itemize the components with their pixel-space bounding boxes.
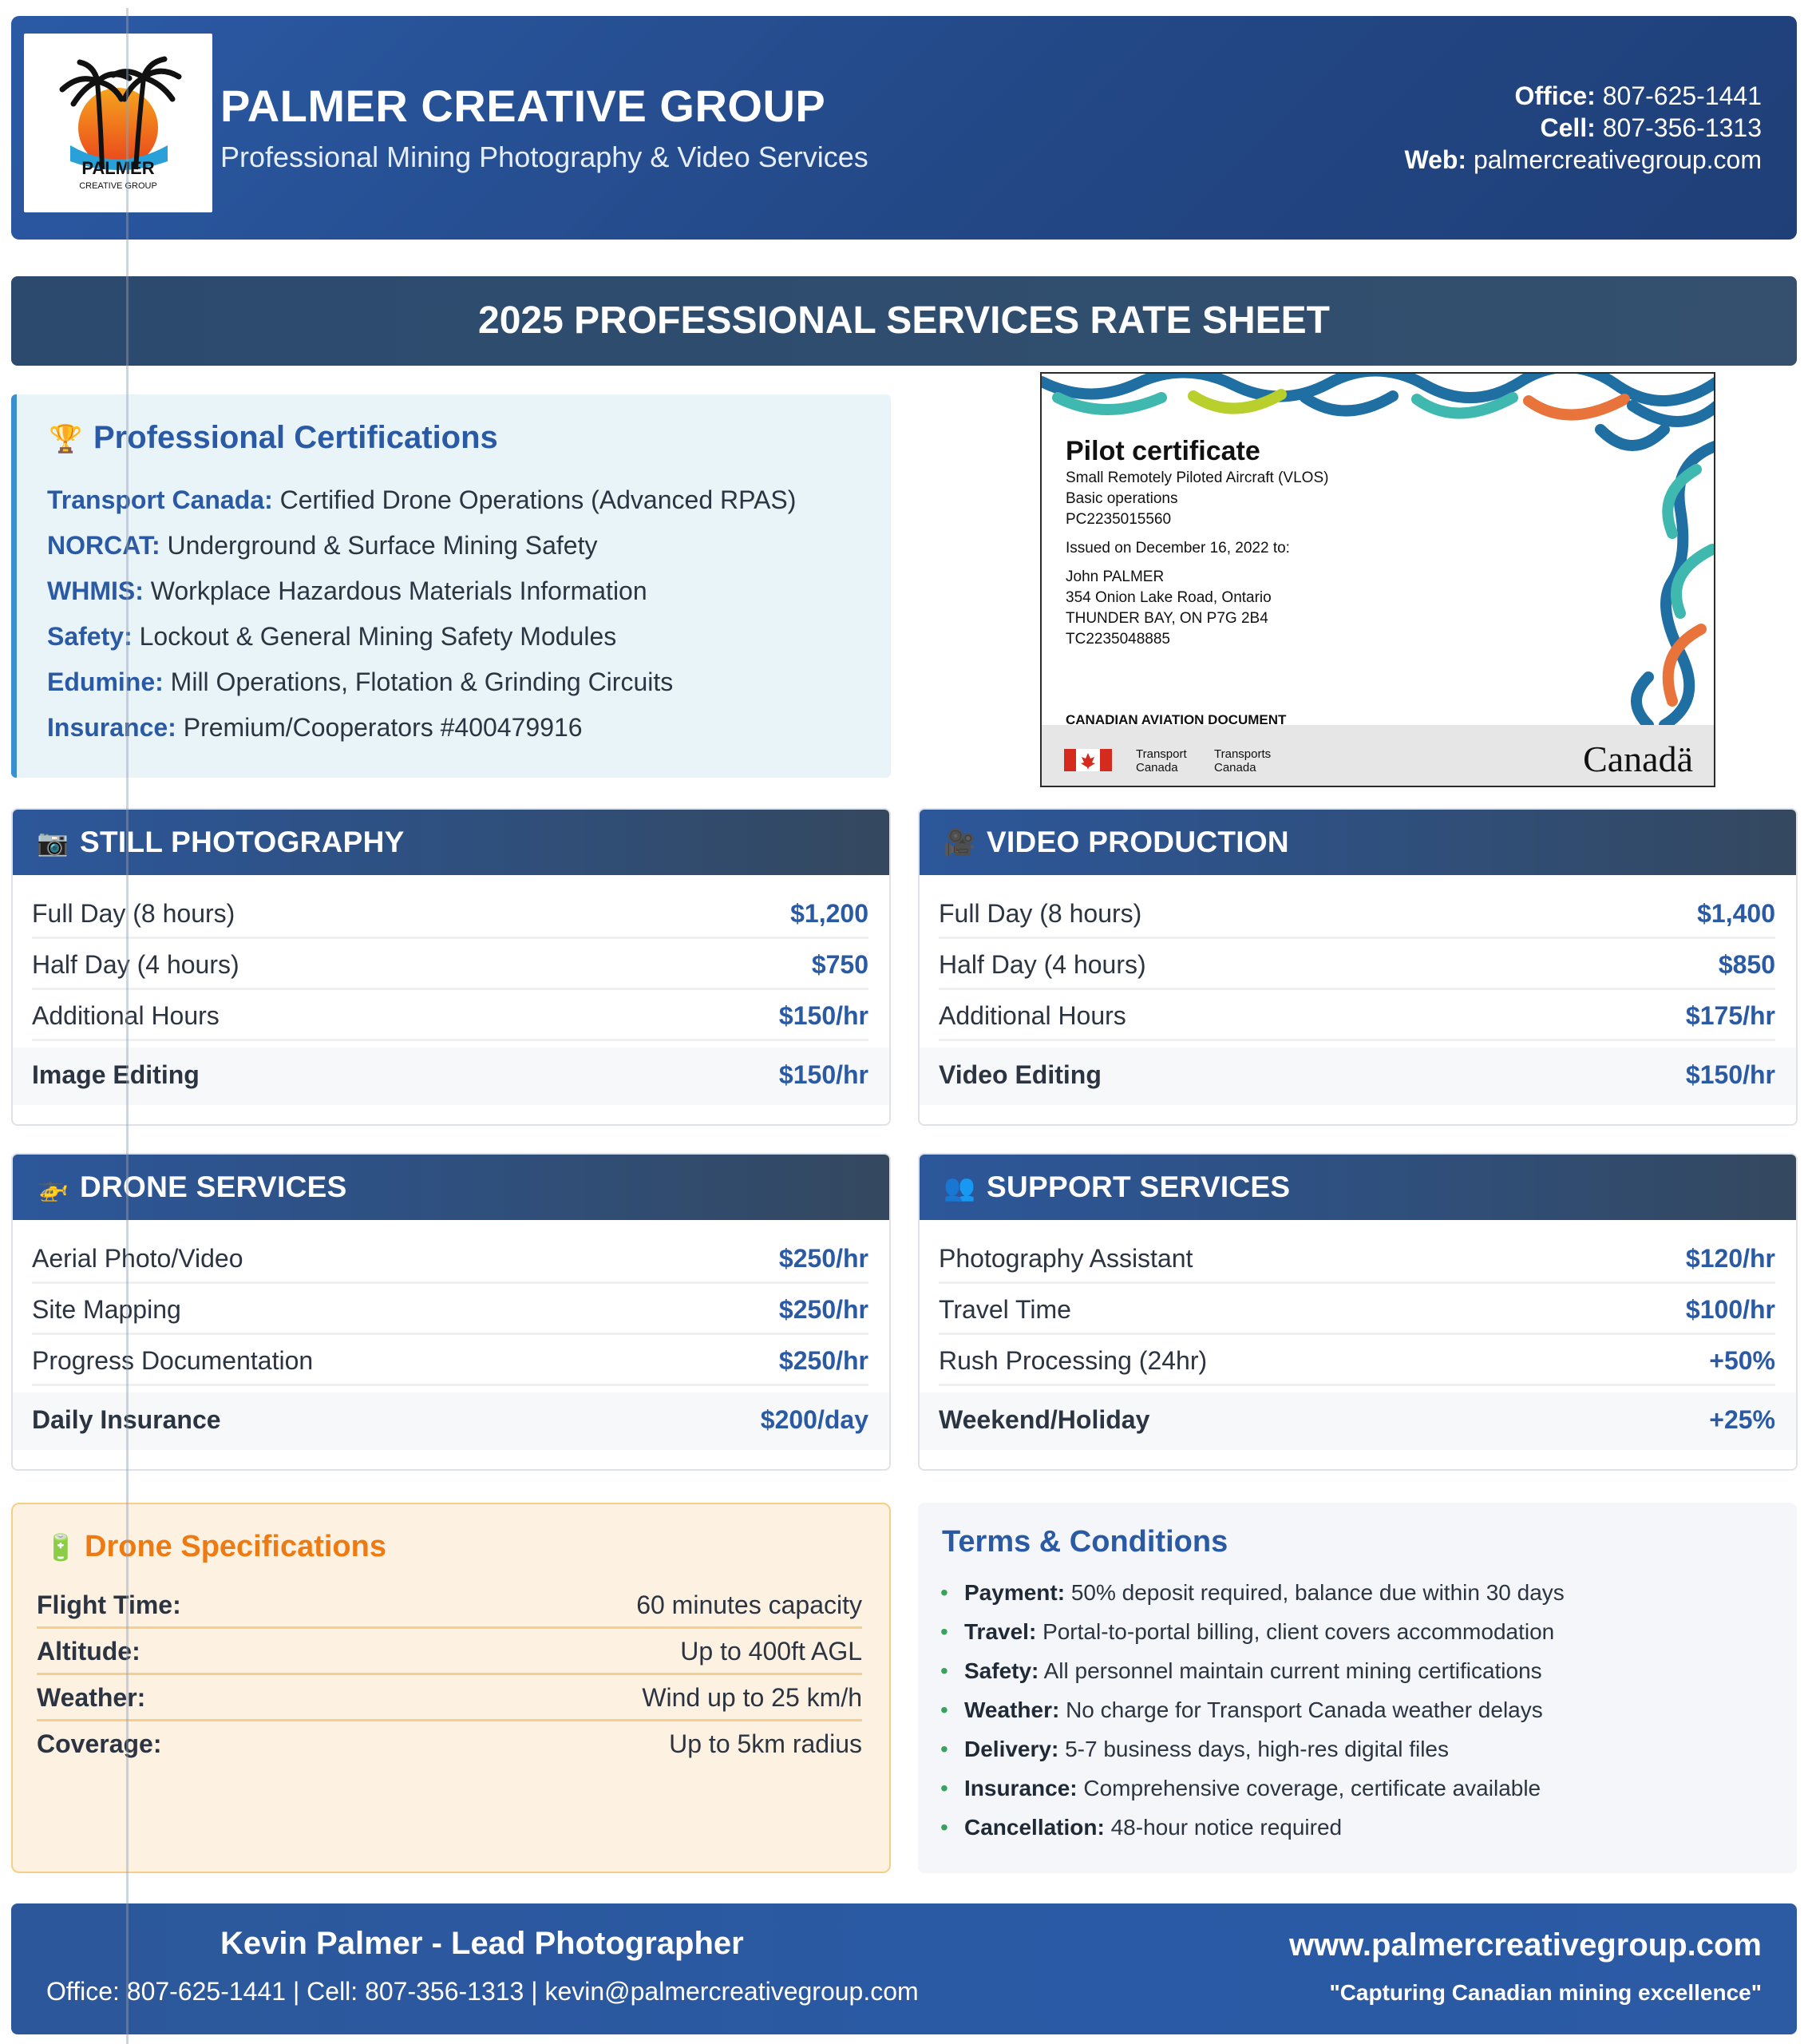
term-label: Payment: [964, 1580, 1066, 1605]
cert-label: WHMIS: [47, 576, 144, 605]
term-text: No charge for Transport Canada weather delays [1066, 1697, 1543, 1722]
certificate-holder-name: John PALMER [1066, 568, 1165, 585]
specs-heading-text: Drone Specifications [85, 1530, 386, 1563]
rate-row [32, 1285, 868, 1335]
web-address[interactable]: palmercreativegroup.com [1473, 145, 1762, 174]
support-services-card [918, 1153, 1798, 1471]
rate-label: Full Day (8 hours) [939, 899, 1142, 928]
card-title: VIDEO PRODUCTION [987, 826, 1289, 858]
rate-row [32, 889, 868, 939]
rate-row [939, 1285, 1775, 1335]
spec-value: Up to 5km radius [669, 1729, 862, 1758]
rate-label: Site Mapping [32, 1295, 181, 1324]
terms-conditions-panel [918, 1503, 1797, 1873]
term-label: Travel: [964, 1619, 1037, 1644]
cell-label: Cell: [1540, 113, 1596, 142]
rate-row [939, 992, 1775, 1041]
rate-price: $1,200 [790, 899, 868, 928]
rate-row [939, 1234, 1775, 1284]
certifications-list [47, 477, 796, 751]
footer-banner [11, 1903, 1797, 2034]
list-item [47, 614, 796, 660]
rate-price: $200/day [760, 1405, 868, 1434]
term-text: All personnel maintain current mining certifications [1043, 1658, 1542, 1683]
rate-price: $150/hr [1685, 1060, 1775, 1089]
card-title: STILL PHOTOGRAPHY [80, 826, 405, 858]
rate-label: Additional Hours [32, 1001, 220, 1030]
rate-label: Photography Assistant [939, 1244, 1193, 1273]
list-item [940, 1769, 1565, 1808]
logo-text: PALMER [81, 158, 155, 178]
spec-row [37, 1721, 862, 1768]
footer-contact-line: Office: 807-625-1441 | Cell: 807-356-1313 | kevin@palmercreativegroup.com [46, 1977, 919, 2006]
cert-label: Insurance: [47, 713, 176, 742]
rate-row [939, 889, 1775, 939]
list-item [940, 1729, 1565, 1769]
list-item [47, 477, 796, 523]
rate-label: Additional Hours [939, 1001, 1126, 1030]
spec-value: 60 minutes capacity [636, 1590, 862, 1619]
rate-row-highlight [13, 1048, 889, 1105]
rate-row-highlight [920, 1048, 1796, 1105]
header-banner [11, 16, 1797, 240]
term-label: Safety: [964, 1658, 1039, 1683]
camera-icon: 📷 [37, 828, 69, 857]
spec-key: Altitude: [37, 1637, 140, 1666]
transports-canada-fr [1214, 747, 1271, 774]
term-label: Cancellation: [964, 1815, 1105, 1840]
footer-website-link[interactable]: www.palmercreativegroup.com [1288, 1927, 1762, 1963]
rate-label: Progress Documentation [32, 1346, 314, 1375]
cert-text: Underground & Surface Mining Safety [167, 531, 598, 560]
rate-price: $250/hr [778, 1295, 868, 1324]
people-icon: 👥 [944, 1173, 975, 1202]
cell-phone: 807-356-1313 [1602, 113, 1762, 142]
rate-price: $175/hr [1685, 1001, 1775, 1030]
rate-price: $250/hr [778, 1346, 868, 1375]
palm-sunset-logo-icon [24, 34, 212, 212]
card-header [13, 1155, 889, 1220]
rate-price: $250/hr [778, 1244, 868, 1273]
drone-specifications-panel [11, 1503, 891, 1873]
term-text: Comprehensive coverage, certificate available [1083, 1776, 1541, 1800]
still-photography-card [11, 808, 891, 1126]
cert-label: NORCAT: [47, 531, 160, 560]
cert-text: Workplace Hazardous Materials Information [150, 576, 647, 605]
rate-label: Daily Insurance [32, 1405, 221, 1434]
rate-label: Half Day (4 hours) [939, 950, 1146, 979]
specs-heading [45, 1530, 386, 1564]
list-item [47, 523, 796, 568]
rate-price: $1,400 [1697, 899, 1775, 928]
spec-value: Up to 400ft AGL [680, 1637, 862, 1666]
certificate-issued: Issued on December 16, 2022 to: [1066, 540, 1290, 557]
tc-fr-line: Canada [1214, 761, 1256, 774]
rate-row-highlight [920, 1392, 1796, 1450]
rate-price: $120/hr [1685, 1244, 1775, 1273]
footer-quote: "Capturing Canadian mining excellence" [1329, 1980, 1762, 2005]
cert-text: Certified Drone Operations (Advanced RPAS) [279, 485, 797, 514]
rate-sheet-title-bar [11, 276, 1797, 366]
trophy-icon: 🏆 [49, 424, 83, 454]
rate-row-highlight [13, 1392, 889, 1450]
cert-text: Mill Operations, Flotation & Grinding Circuits [170, 667, 674, 696]
rate-row [32, 1234, 868, 1284]
logo-subtext: CREATIVE GROUP [79, 181, 157, 191]
term-text: 50% deposit required, balance due within 30 days [1070, 1580, 1565, 1605]
term-text: 48-hour notice required [1110, 1815, 1343, 1840]
canada-wordmark: Canadä [1583, 739, 1693, 779]
certificate-title: Pilot certificate [1066, 436, 1260, 466]
list-item [940, 1651, 1565, 1690]
rate-row [939, 941, 1775, 990]
list-item [940, 1690, 1565, 1729]
company-name: PALMER CREATIVE GROUP [220, 81, 826, 131]
card-header [13, 810, 889, 875]
certificate-number: PC2235015560 [1066, 511, 1172, 528]
spec-row [37, 1583, 862, 1629]
footer-name: Kevin Palmer - Lead Photographer [220, 1926, 744, 1961]
spec-key: Flight Time: [37, 1590, 181, 1619]
certifications-panel [11, 394, 891, 778]
list-item [940, 1573, 1565, 1612]
canada-flag-icon [1064, 749, 1112, 771]
card-header [920, 1155, 1796, 1220]
cert-label: Edumine: [47, 667, 164, 696]
term-label: Weather: [964, 1697, 1060, 1722]
card-title: SUPPORT SERVICES [987, 1171, 1291, 1203]
rate-price: $750 [811, 950, 868, 979]
rate-price: $100/hr [1685, 1295, 1775, 1324]
rate-label: Image Editing [32, 1060, 200, 1089]
list-item [940, 1808, 1565, 1847]
term-label: Delivery: [964, 1737, 1059, 1761]
office-label: Office: [1514, 81, 1596, 110]
list-item [47, 660, 796, 705]
cert-text: Premium/Cooperators #400479916 [183, 713, 583, 742]
cert-text: Lockout & General Mining Safety Modules [139, 622, 617, 651]
spec-row [37, 1629, 862, 1675]
spec-value: Wind up to 25 km/h [642, 1683, 862, 1712]
rate-label: Travel Time [939, 1295, 1071, 1324]
transport-canada-en [1136, 747, 1187, 774]
web-label: Web: [1404, 145, 1467, 174]
certifications-heading [49, 420, 498, 456]
page-title: 2025 PROFESSIONAL SERVICES RATE SHEET [478, 299, 1330, 342]
office-phone: 807-625-1441 [1602, 81, 1762, 110]
rate-row [32, 992, 868, 1041]
list-item [47, 705, 796, 751]
certificate-address: 354 Onion Lake Road, Ontario [1066, 589, 1272, 606]
terms-heading: Terms & Conditions [942, 1525, 1228, 1559]
rate-label: Rush Processing (24hr) [939, 1346, 1208, 1375]
pilot-certificate-image [1040, 372, 1715, 787]
company-logo [24, 34, 212, 212]
battery-icon: 🔋 [45, 1533, 77, 1562]
certificate-doc-type: CANADIAN AVIATION DOCUMENT [1066, 712, 1287, 727]
certificate-line: Small Remotely Piloted Aircraft (VLOS) [1066, 469, 1329, 486]
rate-row [32, 941, 868, 990]
drone-services-card [11, 1153, 891, 1471]
rate-price: +50% [1709, 1346, 1775, 1375]
rate-row [32, 1337, 868, 1386]
rate-label: Weekend/Holiday [939, 1405, 1150, 1434]
rate-label: Full Day (8 hours) [32, 899, 235, 928]
rate-price: $150/hr [778, 1001, 868, 1030]
term-label: Insurance: [964, 1776, 1078, 1800]
rate-label: Aerial Photo/Video [32, 1244, 243, 1273]
rate-price: +25% [1709, 1405, 1775, 1434]
card-title: DRONE SERVICES [80, 1171, 347, 1203]
term-text: Portal-to-portal billing, client covers accommodation [1042, 1619, 1555, 1644]
spec-key: Weather: [37, 1683, 146, 1712]
company-tagline: Professional Mining Photography & Video Services [220, 141, 868, 173]
rate-label: Half Day (4 hours) [32, 950, 239, 979]
video-camera-icon: 🎥 [944, 828, 975, 857]
card-header [920, 810, 1796, 875]
spec-key: Coverage: [37, 1729, 162, 1758]
term-text: 5-7 business days, high-res digital files [1065, 1737, 1449, 1761]
spec-row [37, 1675, 862, 1721]
vertical-guide-line [126, 8, 129, 2044]
rate-label: Video Editing [939, 1060, 1102, 1089]
list-item [940, 1612, 1565, 1651]
terms-list [940, 1573, 1565, 1847]
header-contact [1404, 80, 1762, 176]
cert-label: Transport Canada: [47, 485, 273, 514]
helicopter-icon: 🚁 [37, 1173, 69, 1202]
certificate-address: THUNDER BAY, ON P7G 2B4 [1066, 610, 1268, 627]
list-item [47, 568, 796, 614]
cert-label: Safety: [47, 622, 133, 651]
certificate-line: Basic operations [1066, 490, 1178, 507]
rate-price: $150/hr [778, 1060, 868, 1089]
tc-en-line: Canada [1136, 761, 1178, 774]
certifications-heading-text: Professional Certifications [93, 420, 498, 455]
rate-row [939, 1337, 1775, 1386]
certificate-reference: TC2235048885 [1066, 631, 1170, 648]
tc-fr-line: Transports [1214, 747, 1272, 761]
tc-en-line: Transport [1136, 747, 1187, 761]
video-production-card [918, 808, 1798, 1126]
rate-price: $850 [1718, 950, 1775, 979]
